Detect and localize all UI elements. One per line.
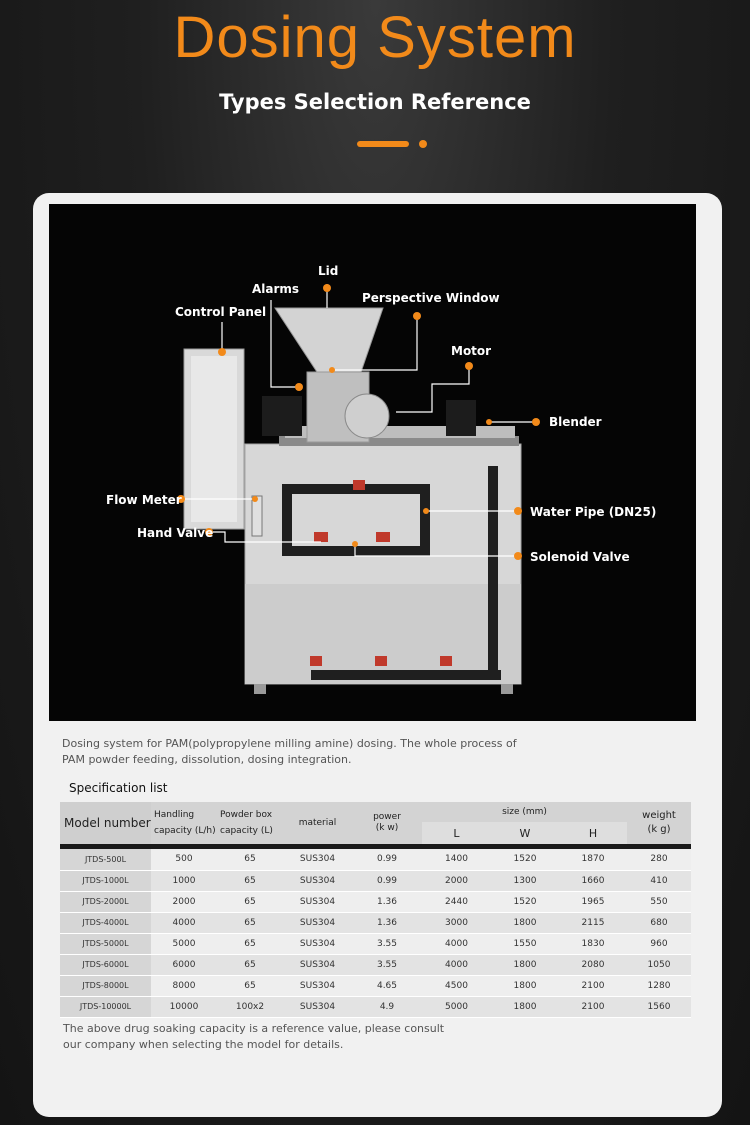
spec-list-title: Specification list <box>69 781 168 795</box>
cell-powder: 65 <box>217 891 283 912</box>
cell-w: 1520 <box>491 849 559 870</box>
cell-l: 2440 <box>422 891 491 912</box>
cell-l: 5000 <box>422 996 491 1017</box>
capacity-note: The above drug soaking capacity is a reference value, please consult our company when selecting the model for details. <box>63 1022 445 1051</box>
table-row <box>60 975 691 996</box>
motor <box>345 394 389 438</box>
flow-meter-dot-2 <box>252 496 258 502</box>
label-control-panel: Control Panel <box>175 305 267 319</box>
cell-h: 1870 <box>559 849 627 870</box>
product-description: Dosing system for PAM(polypropylene milling amine) dosing. The whole process of PAM powder feeding, dissolution, dosing integration. <box>62 737 517 766</box>
cell-w: 1800 <box>491 996 559 1017</box>
cell-l: 1400 <box>422 849 491 870</box>
water-pipe-dot-2 <box>423 508 429 514</box>
product-diagram <box>49 204 696 721</box>
page-title: Dosing System <box>173 5 577 70</box>
cell-material: SUS304 <box>283 975 352 996</box>
cell-powder: 65 <box>217 954 283 975</box>
cell-capacity: 5000 <box>151 933 217 954</box>
cell-l: 4500 <box>422 975 491 996</box>
drain-valve-3 <box>440 656 452 666</box>
tank-foot-left <box>254 684 266 694</box>
cell-power: 1.36 <box>352 891 422 912</box>
label-blender: Blender <box>549 415 602 429</box>
header-l: L <box>422 822 491 844</box>
header-powder-box: Powder box capacity (L) <box>217 802 283 844</box>
header-weight: weight (k g) <box>627 802 691 844</box>
tank-lower <box>245 584 521 684</box>
perspective-window-dot <box>413 312 421 320</box>
cell-powder: 65 <box>217 870 283 891</box>
label-water-pipe: Water Pipe (DN25) <box>530 505 657 519</box>
cell-w: 1800 <box>491 912 559 933</box>
cell-material: SUS304 <box>283 933 352 954</box>
label-motor: Motor <box>451 344 492 358</box>
header-handling-capacity: Handling capacity (L/h) <box>151 802 217 844</box>
water-pipe-dot <box>514 507 522 515</box>
label-lid: Lid <box>318 264 339 278</box>
cell-weight: 680 <box>627 912 691 933</box>
cell-w: 1520 <box>491 891 559 912</box>
cell-weight: 410 <box>627 870 691 891</box>
cell-w: 1550 <box>491 933 559 954</box>
header-h: H <box>559 822 627 844</box>
water-pipe <box>488 466 498 676</box>
control-cabinet-door <box>191 356 237 522</box>
dosing-machine-illustration <box>49 204 696 721</box>
table-header-row <box>60 802 691 822</box>
cell-l: 3000 <box>422 912 491 933</box>
cell-model: JTDS-2000L <box>60 891 151 912</box>
header-w: W <box>491 822 559 844</box>
pipe-riser-left <box>282 484 292 556</box>
cell-material: SUS304 <box>283 996 352 1017</box>
cell-material: SUS304 <box>283 912 352 933</box>
solenoid-valve-dot <box>514 552 522 560</box>
control-panel-dot <box>218 348 226 356</box>
table-row <box>60 954 691 975</box>
cell-capacity: 10000 <box>151 996 217 1017</box>
cell-w: 1800 <box>491 954 559 975</box>
header-model: Model number <box>60 802 151 844</box>
cell-weight: 550 <box>627 891 691 912</box>
cell-power: 1.36 <box>352 912 422 933</box>
drain-valve-2 <box>375 656 387 666</box>
cell-capacity: 2000 <box>151 891 217 912</box>
drain-valve-1 <box>310 656 322 666</box>
motor-dot <box>465 362 473 370</box>
cell-weight: 1050 <box>627 954 691 975</box>
solenoid-valve <box>376 532 390 542</box>
drain-pipe <box>311 670 501 680</box>
label-alarms: Alarms <box>252 282 300 296</box>
cell-h: 2100 <box>559 996 627 1017</box>
cell-capacity: 4000 <box>151 912 217 933</box>
cell-h: 1660 <box>559 870 627 891</box>
pipe-riser-right <box>420 484 430 556</box>
table-row <box>60 996 691 1017</box>
cell-material: SUS304 <box>283 954 352 975</box>
lower-pipe <box>285 546 430 556</box>
table-row <box>60 933 691 954</box>
flow-meter <box>252 496 262 536</box>
cell-w: 1800 <box>491 975 559 996</box>
upper-valve <box>353 480 365 490</box>
cell-l: 4000 <box>422 954 491 975</box>
header-material: material <box>283 802 352 844</box>
specification-table <box>60 802 691 1018</box>
hopper <box>275 308 383 372</box>
table-row <box>60 849 691 870</box>
cell-w: 1300 <box>491 870 559 891</box>
label-flow-meter: Flow Meter <box>106 493 182 507</box>
cell-model: JTDS-1000L <box>60 870 151 891</box>
cell-capacity: 1000 <box>151 870 217 891</box>
table-row <box>60 912 691 933</box>
header-size: size (mm) <box>422 802 627 822</box>
cell-capacity: 6000 <box>151 954 217 975</box>
cell-model: JTDS-8000L <box>60 975 151 996</box>
cell-weight: 1560 <box>627 996 691 1017</box>
cell-capacity: 500 <box>151 849 217 870</box>
hand-valve <box>314 532 328 542</box>
cell-power: 4.9 <box>352 996 422 1017</box>
label-perspective-window: Perspective Window <box>362 291 500 305</box>
cell-h: 2080 <box>559 954 627 975</box>
lid-dot <box>323 284 331 292</box>
cell-model: JTDS-4000L <box>60 912 151 933</box>
cell-h: 2115 <box>559 912 627 933</box>
cell-l: 4000 <box>422 933 491 954</box>
header-power: power (k w) <box>352 802 422 844</box>
cell-material: SUS304 <box>283 849 352 870</box>
cell-weight: 280 <box>627 849 691 870</box>
blender-motor <box>446 400 476 436</box>
cell-model: JTDS-5000L <box>60 933 151 954</box>
cell-powder: 100x2 <box>217 996 283 1017</box>
cell-material: SUS304 <box>283 870 352 891</box>
table-row <box>60 870 691 891</box>
cell-weight: 1280 <box>627 975 691 996</box>
solenoid-valve-dot-2 <box>352 541 358 547</box>
cell-h: 1830 <box>559 933 627 954</box>
cell-h: 2100 <box>559 975 627 996</box>
cell-model: JTDS-6000L <box>60 954 151 975</box>
cell-model: JTDS-500L <box>60 849 151 870</box>
cell-h: 1965 <box>559 891 627 912</box>
cell-material: SUS304 <box>283 891 352 912</box>
title-accent-bar <box>357 141 409 147</box>
cell-powder: 65 <box>217 975 283 996</box>
blender-dot <box>532 418 540 426</box>
cell-l: 2000 <box>422 870 491 891</box>
alarms-dot <box>295 383 303 391</box>
table-row <box>60 891 691 912</box>
cell-powder: 65 <box>217 933 283 954</box>
perspective-window-dot-2 <box>329 367 335 373</box>
page-subtitle: Types Selection Reference <box>219 90 531 114</box>
cell-power: 0.99 <box>352 849 422 870</box>
cell-power: 4.65 <box>352 975 422 996</box>
cell-powder: 65 <box>217 849 283 870</box>
pump-motor <box>262 396 302 436</box>
title-accent-dot <box>419 140 427 148</box>
cell-capacity: 8000 <box>151 975 217 996</box>
label-hand-valve: Hand Valve <box>137 526 214 540</box>
cell-power: 0.99 <box>352 870 422 891</box>
spec-table-body <box>60 849 691 1017</box>
cell-weight: 960 <box>627 933 691 954</box>
cell-power: 3.55 <box>352 954 422 975</box>
cell-powder: 65 <box>217 912 283 933</box>
blender-dot-2 <box>486 419 492 425</box>
cell-model: JTDS-10000L <box>60 996 151 1017</box>
label-solenoid-valve: Solenoid Valve <box>530 550 630 564</box>
tank-foot-right <box>501 684 513 694</box>
cell-power: 3.55 <box>352 933 422 954</box>
